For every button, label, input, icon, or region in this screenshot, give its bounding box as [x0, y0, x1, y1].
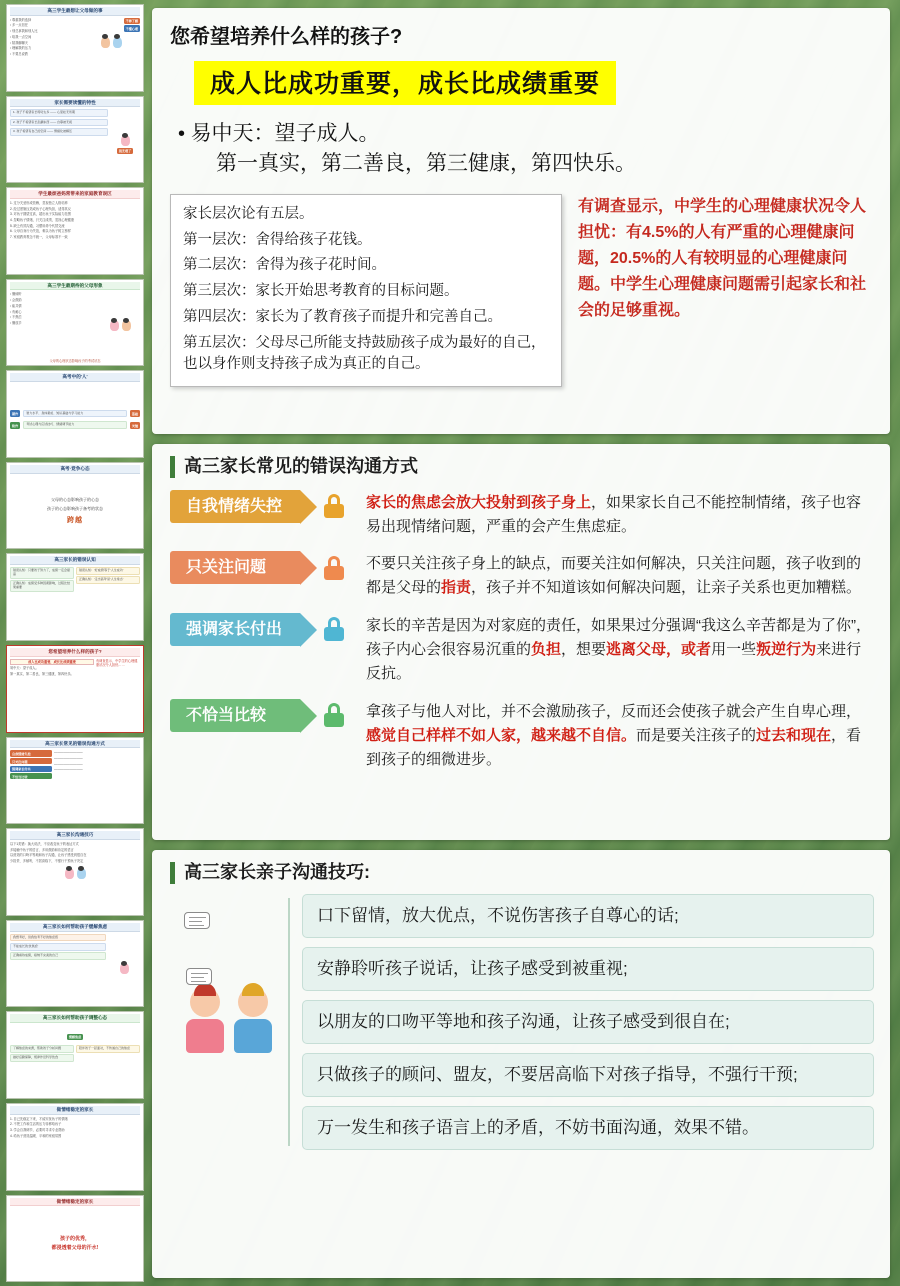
- thumbnail-line: • 理解我的压力: [10, 46, 80, 50]
- thumbnail-line: 易中天：望子成人。: [10, 666, 39, 671]
- list-item[interactable]: [6, 828, 144, 916]
- tag-group: [170, 551, 348, 584]
- thumbnail-line: • 不焦虑: [10, 315, 98, 319]
- row-tag: 强调家长付出: [170, 613, 300, 646]
- list-item[interactable]: [6, 553, 144, 641]
- thumbnail-row-text: 智力水平、身体素质、知识基础与学习能力: [23, 410, 127, 418]
- list-item[interactable]: [6, 4, 144, 92]
- thumbnail-line: • 不要总说教: [10, 52, 80, 56]
- thumbnail-line: 3. 对孩子期望过高，超出孩子实际能力范围: [10, 212, 71, 217]
- thumbnail-title: 高三家长如何帮助孩子调整心态: [10, 1014, 140, 1023]
- thumbnail-box: 我想考好，但我怕考不好的焦虑感: [10, 934, 106, 942]
- thumbnail-line: 少指责、多倾听，不居高临下，不强行干预孩子决定: [10, 859, 84, 864]
- list-item: 只做孩子的顾问、盟友，不要居高临下对孩子指导，不强行干预;: [302, 1053, 874, 1097]
- torso: [234, 1019, 272, 1053]
- list-item[interactable]: [6, 279, 144, 367]
- bullet-main: [178, 119, 874, 149]
- thumbnail-line: • 有耐心: [10, 310, 98, 314]
- thumbnail-line: • 多一点信任: [10, 23, 80, 27]
- thumbnail-row-label: 硬件: [12, 412, 19, 417]
- thumbnail-box: 正确认知：成绩受多种因素影响，过程比结果重要: [10, 580, 74, 592]
- thumbnail-tag: 只关注问题: [10, 758, 52, 764]
- thumbnail-title: 高三家长常见的错误沟通方式: [10, 740, 140, 749]
- thumbnail-title: 高三家长沟通技巧: [10, 831, 140, 840]
- torso: [186, 1019, 224, 1053]
- thumbnail-line: —————————: [54, 761, 83, 766]
- thumbnail-line: 孩子的心态影响孩子备考的状态: [47, 506, 103, 512]
- row-text-highlight: 指责: [441, 579, 472, 597]
- thumbnail-box: 3. 孩子希望有自己的空间 —— 情绪化被解压: [10, 128, 108, 136]
- table-row: [170, 699, 874, 773]
- row-text-plain: 拿孩子与他人对比，并不会激励孩子，反而还会使孩子就会产生自卑心理，: [366, 702, 862, 720]
- thumbnail-box: 不能成长的'抗焦虑': [10, 943, 106, 951]
- thumbnail-title: 您希望培养什么样的孩子?: [10, 648, 140, 657]
- thumbnail-title: 高三学生最期待的父母形象: [10, 282, 140, 291]
- level-item: 第三层次：家长开始思考教育的目标问题。: [183, 283, 459, 300]
- illustration: [82, 33, 140, 51]
- table-row: [170, 551, 874, 601]
- thumbnail-badge: 不够了解: [125, 19, 138, 24]
- tag-group: [170, 613, 348, 646]
- thumbnail-line: 2. 不把工作和生活的压力转移给孩子: [10, 1122, 62, 1127]
- level-item: 第四层次：家长为了教育孩子而提升和完善自己。: [183, 308, 502, 325]
- thumbnail-line: —————————: [54, 756, 83, 761]
- thumbnail-title: 高考·竞争心态: [10, 465, 140, 474]
- row-text-highlight: 负担: [531, 641, 562, 659]
- list-item: 安静聆听孩子说话，让孩子感受到被重视;: [302, 947, 874, 991]
- kid-girl-figure: [184, 987, 226, 1057]
- thumbnail-line: 1. 过分关爱形成依赖，忽视独立人格培养: [10, 200, 68, 205]
- level-item: 第二层次：舍得为孩子花时间。: [183, 257, 386, 274]
- row-text-highlight: 感觉自己样样不如人家，越来越不自信。: [366, 726, 637, 744]
- thumbnail-tag: 自我情绪失控: [10, 750, 52, 756]
- thumbnail-highlight: 成人比成功重要，成长比成绩重要: [10, 659, 94, 665]
- thumbnail-line: 4. 忽略孩子情绪，只关注成绩，忽视心理健康: [10, 218, 75, 222]
- bullet-main-text: 易中天：望子成人。: [190, 122, 380, 145]
- speech-bubble-icon: [184, 912, 210, 929]
- thumbnail-title: 做情绪稳定的家长: [10, 1106, 140, 1115]
- list-item[interactable]: [6, 462, 144, 550]
- thumbnail-badge: 缓解焦虑: [68, 1035, 82, 1040]
- thumbnail-line: 1. 自己先稳定下来，才能安抚孩子的情绪: [10, 1116, 68, 1121]
- thumbnail-line: 6. 父母自身行为失范，难以为孩子树立榜样: [10, 229, 71, 234]
- thumbnail-box: 陪伴孩子一起面对，不传递自己的焦虑: [76, 1045, 140, 1053]
- table-row: [170, 613, 874, 687]
- survey-text: 有调查显示，中学生的心理健康状况令人担忧：有4.5%的人有严重的心理健康问题，20.5%的人有较明显的心理健康问题。中学生心理健康问题需引起家长和社会的足够重视。: [578, 197, 867, 319]
- thumbnail-line: 3. 学会自我调节，必要时寻求专业帮助: [10, 1128, 65, 1133]
- row-text-plain: 用一些: [711, 641, 757, 659]
- list-item[interactable]: [6, 1103, 144, 1191]
- head: [238, 987, 268, 1017]
- bullet-dot: •: [178, 123, 191, 145]
- thumbnail-line: —————————: [54, 767, 83, 772]
- slide-card-values[interactable]: [152, 8, 890, 434]
- thumbnail-line: 2. 经过度施压造成孩子心理负担，适得其反: [10, 206, 71, 211]
- parent-levels-box: [170, 194, 562, 387]
- row-text-highlight: 叛逆行为: [756, 641, 817, 659]
- thumbnail-badge: 别无理了: [118, 149, 132, 154]
- thumbnail-box: 错误认知：'好成绩'等于'人生成功': [76, 567, 140, 575]
- thumbnail-box: 正确看待成绩，接纳不完美的自己: [10, 952, 106, 960]
- thumbnail-tag: 强调家长付出: [10, 766, 52, 772]
- illustration: [100, 317, 140, 334]
- row-description: [348, 699, 874, 773]
- illustration: [10, 865, 140, 883]
- thumbnail-title: 高三学生最想让父母做的事: [10, 7, 140, 16]
- illustration-two-kids: [170, 894, 288, 1150]
- thumbnail-box: 正确认知：'走出高考'是'人生常态': [76, 576, 140, 584]
- row-text-plain: 家长的辛苦是因为对家庭的责任，如果果过分强调“我这么辛苦都是为了你”，孩子内心会很容易沉重的: [366, 616, 871, 659]
- slide-card-communication-tips[interactable]: [152, 850, 890, 1278]
- thumbnail-line: —————————: [54, 750, 83, 755]
- thumbnail-line: • 会鼓励: [10, 298, 98, 302]
- hair: [194, 983, 216, 996]
- row-text-highlight: 家长的焦虑会放大投射到孩子身上: [366, 493, 592, 511]
- thumbnail-line: 第一真实，第二善良，第三健康，第四快乐。: [10, 672, 74, 677]
- thumbnail-box: 了解焦虑的来源，帮助孩子分析问题: [10, 1045, 74, 1053]
- tag-group: [170, 699, 348, 732]
- section-heading: 高三家长亲子沟通技巧:: [170, 862, 874, 884]
- thumbnail-row-tag: 关键: [131, 423, 138, 428]
- list-item: 以朋友的口吻平等地和孩子沟通，让孩子感受到很自在;: [302, 1000, 874, 1044]
- thumbnail-line: 以下1类错：换大说法，不应改变孩子的表达方式: [10, 841, 79, 846]
- row-text-plain: ，如果家长自己不能控制情绪，孩子也容易出现情绪问题，严重的会产生焦虑症。: [366, 493, 862, 535]
- row-description: [348, 551, 874, 601]
- thumbnail-title: 高三家长如何帮助孩子缓解焦虑: [10, 923, 140, 932]
- bullet-sub-text: 第一真实，第二善良，第三健康，第四快乐。: [216, 152, 636, 176]
- kid-boy-figure: [232, 987, 274, 1057]
- row-text-plain: ，孩子并不知道该如何解决问题，让亲子关系也更加糟糕。: [471, 579, 862, 597]
- tag-group: [170, 490, 348, 523]
- thumbnail-box: 2. 孩子不希望家长乱翻东西 —— 自尊被无视: [10, 119, 108, 127]
- thumbnail-final-line: 都浸透着父母的汗水!: [51, 1244, 99, 1251]
- list-item[interactable]: [6, 1195, 144, 1283]
- thumbnail-caption: 父母的心理状态影响孩子的考试状态: [49, 359, 101, 363]
- thumbnail-line: 以营造的口吻平等地和孩子沟通，让孩子感受到很自在: [10, 853, 87, 858]
- row-text-plain: ，看到孩子的细微进步。: [366, 726, 862, 769]
- thumbnail-title: 高三家长的错误认知: [10, 556, 140, 565]
- thumbnail-box: 错误认知：只要孩子努力了，成绩一定会提高: [10, 567, 74, 579]
- thumbnail-line: • 懂倾听: [10, 292, 98, 296]
- slide-card-wrong-communication[interactable]: [152, 444, 890, 840]
- row-text-plain: 来进行反抗。: [366, 641, 862, 683]
- list-item[interactable]: [6, 187, 144, 275]
- thumbnail-row-tag: 基础: [131, 412, 138, 417]
- brace-connector: [288, 898, 302, 1146]
- thumbnail-final-line: 孩子的优秀，: [59, 1235, 90, 1242]
- thumbnail-tag: 不恰当比较: [10, 773, 52, 779]
- thumbnail-badge: 不懂心理: [125, 26, 138, 31]
- thumbnail-title: 做情绪稳定的家长: [10, 1198, 140, 1207]
- speech-bubble-icon: [186, 968, 212, 985]
- list-item[interactable]: [6, 737, 144, 825]
- tips-list: [302, 894, 874, 1150]
- list-item[interactable]: [6, 370, 144, 458]
- page-title: 您希望培养什么样的孩子?: [170, 26, 403, 48]
- list-item[interactable]: [6, 920, 144, 1008]
- list-item[interactable]: [6, 645, 144, 733]
- lock-icon: [324, 703, 344, 727]
- row-text-plain: ，想要: [561, 641, 607, 659]
- thumbnail-row-text: 考试心理与应试技巧、情绪调节能力: [23, 421, 127, 429]
- row-tag: 自我情绪失控: [170, 490, 300, 523]
- thumbnail-title: 高考中的'人': [10, 373, 140, 382]
- row-description: [348, 613, 874, 687]
- thumbnail-line: 7. 家庭教育观念不统一，父母标准不一致: [10, 235, 68, 240]
- wrong-communication-rows: [170, 490, 874, 773]
- thumbnail-title: 学生最烦爸妈常带来的家庭教育误区: [10, 190, 140, 199]
- thumbnail-line: 4. 给孩子营造温暖、平和的家庭氛围: [10, 1133, 62, 1138]
- thumbnail-line: • 别总拿我和别人比: [10, 29, 80, 33]
- thumbnail-line: 5. 缺乏有效沟通，习惯用命令代替交流: [10, 223, 65, 228]
- lock-icon: [324, 494, 344, 518]
- level-item: 第五层次：父母尽己所能支持鼓励孩子成为最好的自己，也以身作则支持孩子成为真正的自己。: [183, 334, 546, 373]
- thumbnail-side-text: 有调查显示，中学生的心理健康状况令人担忧……: [96, 658, 138, 668]
- row-text-highlight: 过去和现在: [756, 726, 832, 744]
- list-item[interactable]: [6, 1011, 144, 1099]
- slide-thumbnail-strip[interactable]: [0, 0, 148, 1286]
- list-item: 口下留情，放大优点，不说伤害孩子自尊心的话;: [302, 894, 874, 938]
- table-row: [170, 490, 874, 540]
- section-heading: 高三家长常见的错误沟通方式: [170, 456, 874, 478]
- hair: [242, 983, 264, 996]
- list-item: 万一发生和孩子语言上的矛盾，不妨书面沟通，效果不错。: [302, 1106, 874, 1150]
- highlight-banner: 成人比成功重要，成长比成绩重要: [194, 61, 616, 105]
- row-description: [348, 490, 874, 540]
- thumbnail-row-label: 软件: [12, 423, 19, 428]
- thumbnail-line: • 懂放手: [10, 321, 98, 325]
- head: [190, 987, 220, 1017]
- row-text-highlight: 逃离父母，或者: [606, 641, 712, 659]
- thumbnail-line: • 尊重我的选择: [10, 18, 80, 22]
- thumbnail-box: 做好后勤保障，规律作息科学饮食: [10, 1054, 74, 1062]
- levels-intro: 家长层次论有五层。: [183, 205, 314, 222]
- thumbnail-line: 多接触中孩子的语言，多用鼓励和肯定的语言: [10, 847, 74, 852]
- row-text-plain: 不要只关注孩子身上的缺点，而要关注如何解决，只关注问题，孩子收到的都是父母的: [366, 555, 862, 597]
- row-tag: 只关注问题: [170, 551, 300, 584]
- thumbnail-line: • 能共情: [10, 304, 98, 308]
- slide-preview-area: [148, 0, 900, 1286]
- level-item: 第一层次：舍得给孩子花钱。: [183, 231, 372, 248]
- thumbnail-line: • 陪我聊聊天: [10, 41, 80, 45]
- thumbnail-title: 家长需要读懂的特性: [10, 99, 140, 108]
- row-text-plain: 而是要关注孩子的: [636, 726, 757, 744]
- thumbnail-line: • 给我一点空间: [10, 35, 80, 39]
- row-tag: 不恰当比较: [170, 699, 300, 732]
- thumbnail-box: 1. 孩子不希望家长唠叨太多 —— 心里松无所期: [10, 109, 108, 117]
- lock-icon: [324, 556, 344, 580]
- lock-icon: [324, 617, 344, 641]
- list-item[interactable]: [6, 96, 144, 184]
- survey-note: [578, 194, 874, 387]
- thumbnail-keyword: 跨越: [67, 517, 83, 525]
- thumbnail-line: 父母的心态影响孩子的心态: [51, 497, 99, 503]
